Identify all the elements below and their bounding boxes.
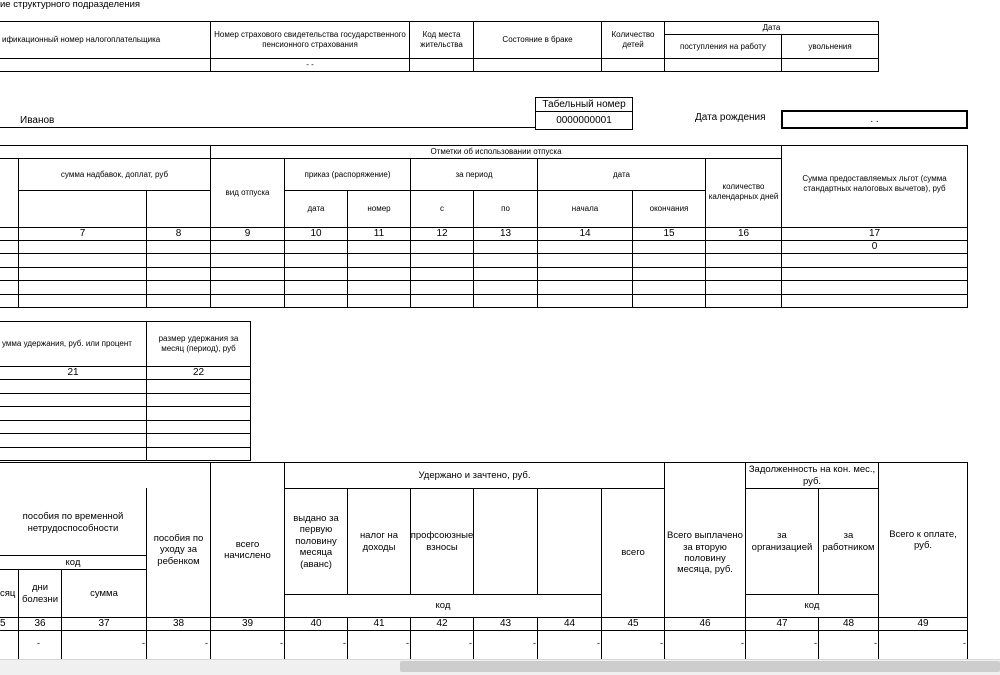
period-header: за период (455, 169, 493, 179)
col-num: 37 (98, 618, 110, 629)
col-num: 15 (663, 228, 675, 239)
birth-date-value: . . (870, 113, 879, 125)
cell-dash: - (597, 638, 600, 648)
pension-number-header: Номер страхового свидетельства государственного пенсионного страхования (214, 30, 406, 49)
birth-date-label: Дата рождения (695, 112, 766, 123)
allowances-header: сумма надбавок, доплат, руб (60, 169, 169, 179)
period-to-header: по (501, 204, 510, 214)
residence-code-header: Код места жительства (420, 30, 463, 49)
col-num: 48 (842, 618, 855, 629)
col-num: 46 (699, 618, 711, 629)
cell-dash: - (660, 638, 663, 648)
col-num: 45 (627, 618, 639, 629)
debt-code-header: код (804, 600, 820, 612)
end-date-header: окончания (649, 204, 689, 214)
to-pay-header: Всего к оплате, руб. (889, 528, 957, 551)
col-num: 41 (373, 618, 385, 629)
cell-dash: - (142, 638, 145, 648)
date-header: Дата (762, 23, 781, 33)
col-num: 17 (868, 228, 881, 239)
benefit-value: 0 (871, 241, 878, 252)
sick-sum-header: сумма (90, 587, 118, 599)
col-num: 16 (737, 228, 750, 239)
cell-dash: - (741, 638, 744, 648)
col-num: 40 (310, 618, 322, 629)
col-num: 47 (776, 618, 788, 629)
col-num: 14 (579, 228, 591, 239)
total-accrued-header: всего начислено (224, 538, 271, 561)
col-num: 5 (0, 618, 6, 629)
tax-benefits-header: Сумма предоставляемых льгот (сумма стандартных налоговых вычетов), руб (802, 174, 947, 193)
col-num: 21 (67, 367, 79, 378)
period-from-header: с (440, 204, 444, 214)
order-date-header: дата (307, 204, 325, 214)
vacation-type-header: вид отпуска (225, 188, 270, 198)
union-fees-header: профсоюзные взносы (410, 530, 474, 553)
childcare-header: пособия по уходу за ребенком (153, 532, 204, 567)
retention-size-header: размер удержания за месяц (период), руб (158, 334, 239, 353)
col-num: 38 (172, 618, 185, 629)
cell-dash: - (533, 638, 536, 648)
vacation-marks-header: Отметки об использовании отпуска (430, 147, 562, 157)
cell-dash: - (343, 638, 346, 648)
cell-dash: - (814, 638, 817, 648)
employee-surname: Иванов (20, 115, 55, 126)
cell-dash: - (37, 638, 40, 648)
withheld-total-header: всего (621, 547, 645, 559)
date-group-header: дата (613, 169, 630, 179)
tab-number-label: Табельный номер (542, 98, 626, 110)
dismissal-date-header: увольнения (808, 41, 852, 51)
hire-date-header: поступления на работу (679, 41, 767, 51)
col-num: 7 (79, 228, 86, 239)
col-num: 11 (373, 228, 385, 239)
col-num: 13 (499, 228, 512, 239)
children-count-header: Количество детей (611, 30, 655, 49)
inn-header: ификационный номер налогоплательщика (2, 35, 161, 45)
department-caption: ие структурного подразделения (0, 0, 141, 10)
col-num: 12 (436, 228, 448, 239)
col-num: 9 (244, 228, 251, 239)
col-num: 22 (192, 367, 205, 378)
order-header: приказ (распоряжение) (304, 169, 391, 179)
calendar-days-header: количество календарных дней (708, 182, 779, 201)
cell-dash: - (874, 638, 877, 648)
cell-dash: - (469, 638, 472, 648)
order-number-header: номер (367, 204, 391, 214)
cell-dash: - (963, 638, 966, 648)
sick-days-header: дни болезни (21, 582, 59, 605)
withheld-header: Удержано и зачтено, руб. (418, 469, 531, 481)
month-header: сяц (0, 587, 16, 599)
col-num: 8 (175, 228, 182, 239)
debt-employee-header: за работником (822, 530, 875, 553)
debt-org-header: за организацией (751, 530, 813, 553)
col-num: 39 (241, 618, 254, 629)
income-tax-header: налог на доходы (359, 530, 399, 553)
pension-number-value: - - (306, 60, 314, 70)
marital-status-header: Состояние в браке (502, 35, 573, 45)
start-date-header: начала (571, 204, 599, 214)
paid-second-half-header: Всего выплачено за вторую половину месяца, руб. (667, 530, 743, 576)
sick-benefit-header: пособия по временной нетрудоспособности (22, 511, 124, 534)
withheld-code-header: код (435, 600, 451, 612)
col-num: 42 (436, 618, 448, 629)
advance-header: выдано за первую половину месяца (аванс) (293, 513, 339, 570)
cell-dash: - (280, 638, 283, 648)
tab-number-value: 0000000001 (556, 114, 612, 126)
col-num: 43 (499, 618, 512, 629)
debt-header: Задолженность на кон. мес., руб. (748, 464, 876, 487)
retention-sum-header: умма удержания, руб. или процент (2, 339, 132, 349)
col-num: 44 (563, 618, 576, 629)
sick-code-header: код (65, 556, 81, 568)
cell-dash: - (205, 638, 208, 648)
cell-dash: - (406, 638, 409, 648)
col-num: 49 (917, 618, 929, 629)
col-num: 36 (34, 618, 46, 629)
col-num: 10 (310, 228, 322, 239)
scrollbar-thumb[interactable] (400, 661, 1000, 672)
